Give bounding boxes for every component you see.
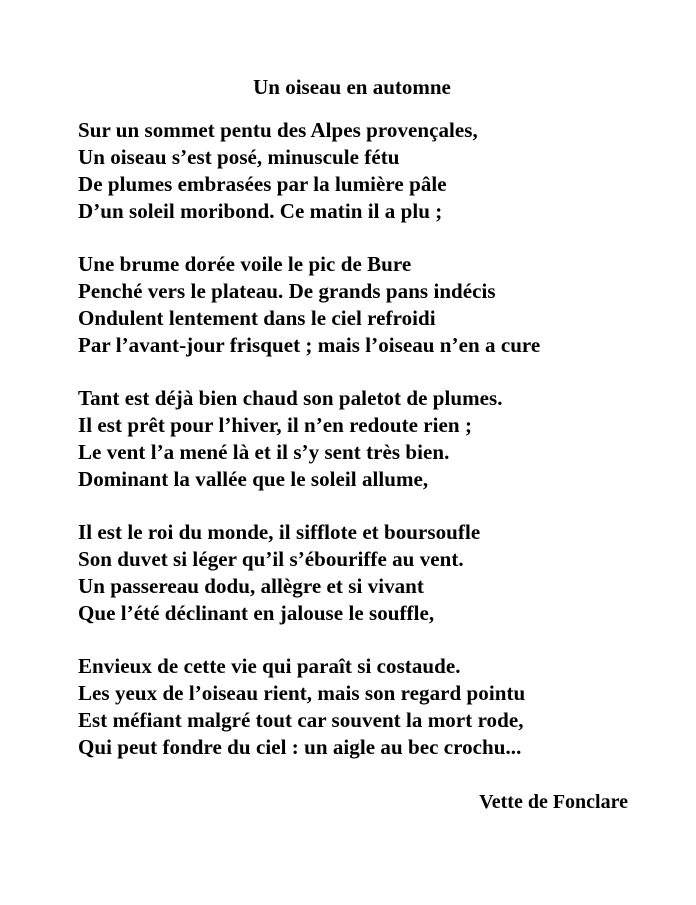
poem-body xyxy=(78,117,678,787)
poem-line: Ondulent lentement dans le ciel refroidi xyxy=(78,306,436,330)
poem-line: Un oiseau s’est posé, minuscule fétu xyxy=(78,145,400,169)
poem-line: De plumes embrasées par la lumière pâle xyxy=(78,172,447,196)
poem-line: Envieux de cette vie qui paraît si costaude. xyxy=(78,654,461,678)
poem-line: Tant est déjà bien chaud son paletot de plumes. xyxy=(78,386,503,410)
poem-line: Sur un sommet pentu des Alpes provençales, xyxy=(78,118,478,142)
poem-line: Une brume dorée voile le pic de Bure xyxy=(78,252,412,276)
poem-line: Dominant la vallée que le soleil allume, xyxy=(78,467,429,491)
poem-line: Est méfiant malgré tout car souvent la mort rode, xyxy=(78,708,524,732)
poem-line: Qui peut fondre du ciel : un aigle au bec crochu... xyxy=(78,735,522,759)
poem-line: Il est le roi du monde, il sifflote et boursoufle xyxy=(78,520,481,544)
author-signature: Vette de Fonclare xyxy=(479,791,628,813)
stanza-4 xyxy=(78,519,678,627)
poem-line: Par l’avant-jour frisquet ; mais l’oiseau n’en a cure xyxy=(78,333,541,357)
poem-line: Les yeux de l’oiseau rient, mais son regard pointu xyxy=(78,681,526,705)
poem-title: Un oiseau en automne xyxy=(253,75,451,99)
poem-line: Un passereau dodu, allègre et si vivant xyxy=(78,574,424,598)
stanza-2 xyxy=(78,251,678,359)
poem-line: D’un soleil moribond. Ce matin il a plu ; xyxy=(78,199,443,223)
stanza-5 xyxy=(78,653,678,761)
poem-line: Le vent l’a mené là et il s’y sent très bien. xyxy=(78,440,450,464)
poem-line: Son duvet si léger qu’il s’ébouriffe au vent. xyxy=(78,547,464,571)
stanza-1 xyxy=(78,117,678,225)
poem-line: Penché vers le plateau. De grands pans indécis xyxy=(78,279,496,303)
poem-line: Il est prêt pour l’hiver, il n’en redoute rien ; xyxy=(78,413,472,437)
stanza-3 xyxy=(78,385,678,493)
poem-line: Que l’été déclinant en jalouse le souffle, xyxy=(78,601,435,625)
